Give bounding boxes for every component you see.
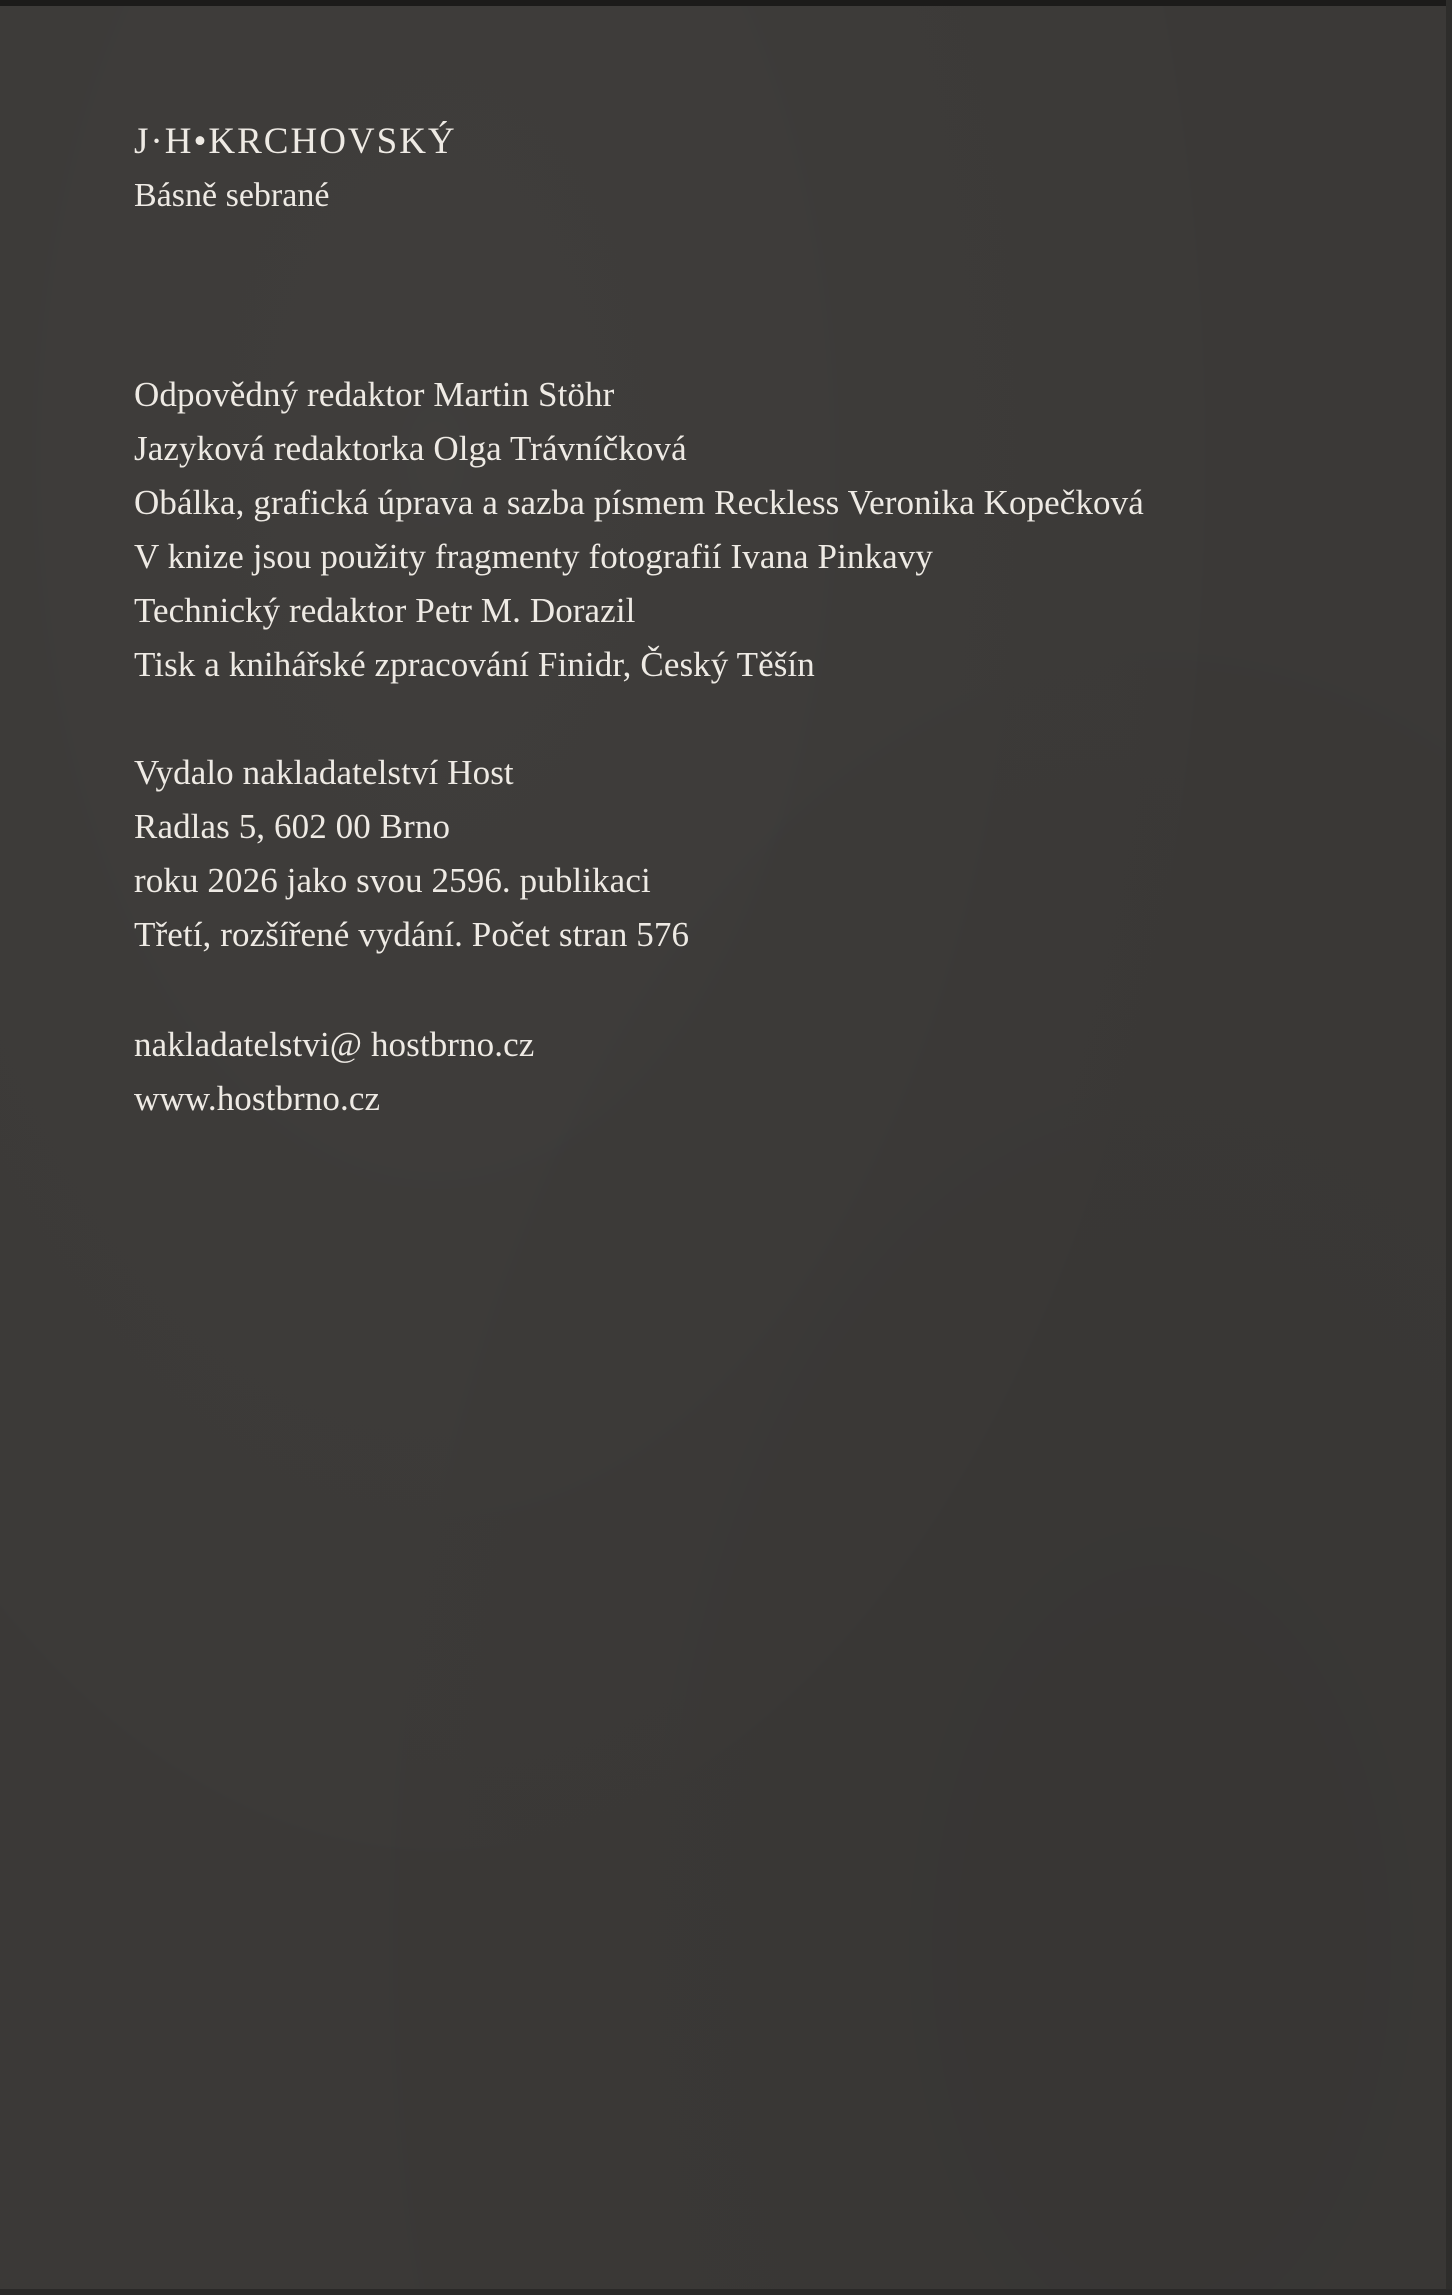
page-right-edge — [1446, 0, 1452, 2295]
author-name: J·H•KRCHOVSKÝ — [134, 121, 457, 162]
contact-email: nakladatelstvi@ hostbrno.cz — [134, 1025, 535, 1064]
publisher-info — [134, 746, 689, 962]
page-top-edge — [0, 0, 1452, 6]
credit-printing: Tisk a knihářské zpracování Finidr, Český Těšín — [134, 645, 815, 684]
publisher-address: Radlas 5, 602 00 Brno — [134, 807, 451, 846]
credit-technical-editor: Technický redaktor Petr M. Dorazil — [134, 591, 636, 630]
contact-website: www.hostbrno.cz — [134, 1079, 381, 1118]
book-title: Básně sebrané — [134, 177, 330, 214]
book-header — [134, 114, 457, 222]
publication-year: roku 2026 jako svou 2596. publikaci — [134, 861, 651, 900]
publisher-name: Vydalo nakladatelství Host — [134, 753, 514, 792]
contact-info — [134, 1018, 534, 1126]
credit-photographs: V knize jsou použity fragmenty fotografií Ivana Pinkavy — [134, 537, 933, 576]
edition-info: Třetí, rozšířené vydání. Počet stran 576 — [134, 915, 690, 954]
credits-list — [134, 368, 1144, 692]
credit-design: Obálka, grafická úprava a sazba písmem Reckless Veronika Kopečková — [134, 483, 1144, 522]
page-bottom-edge — [0, 2289, 1452, 2295]
credit-language-editor: Jazyková redaktorka Olga Trávníčková — [134, 429, 687, 468]
credit-editor: Odpovědný redaktor Martin Stöhr — [134, 375, 615, 414]
